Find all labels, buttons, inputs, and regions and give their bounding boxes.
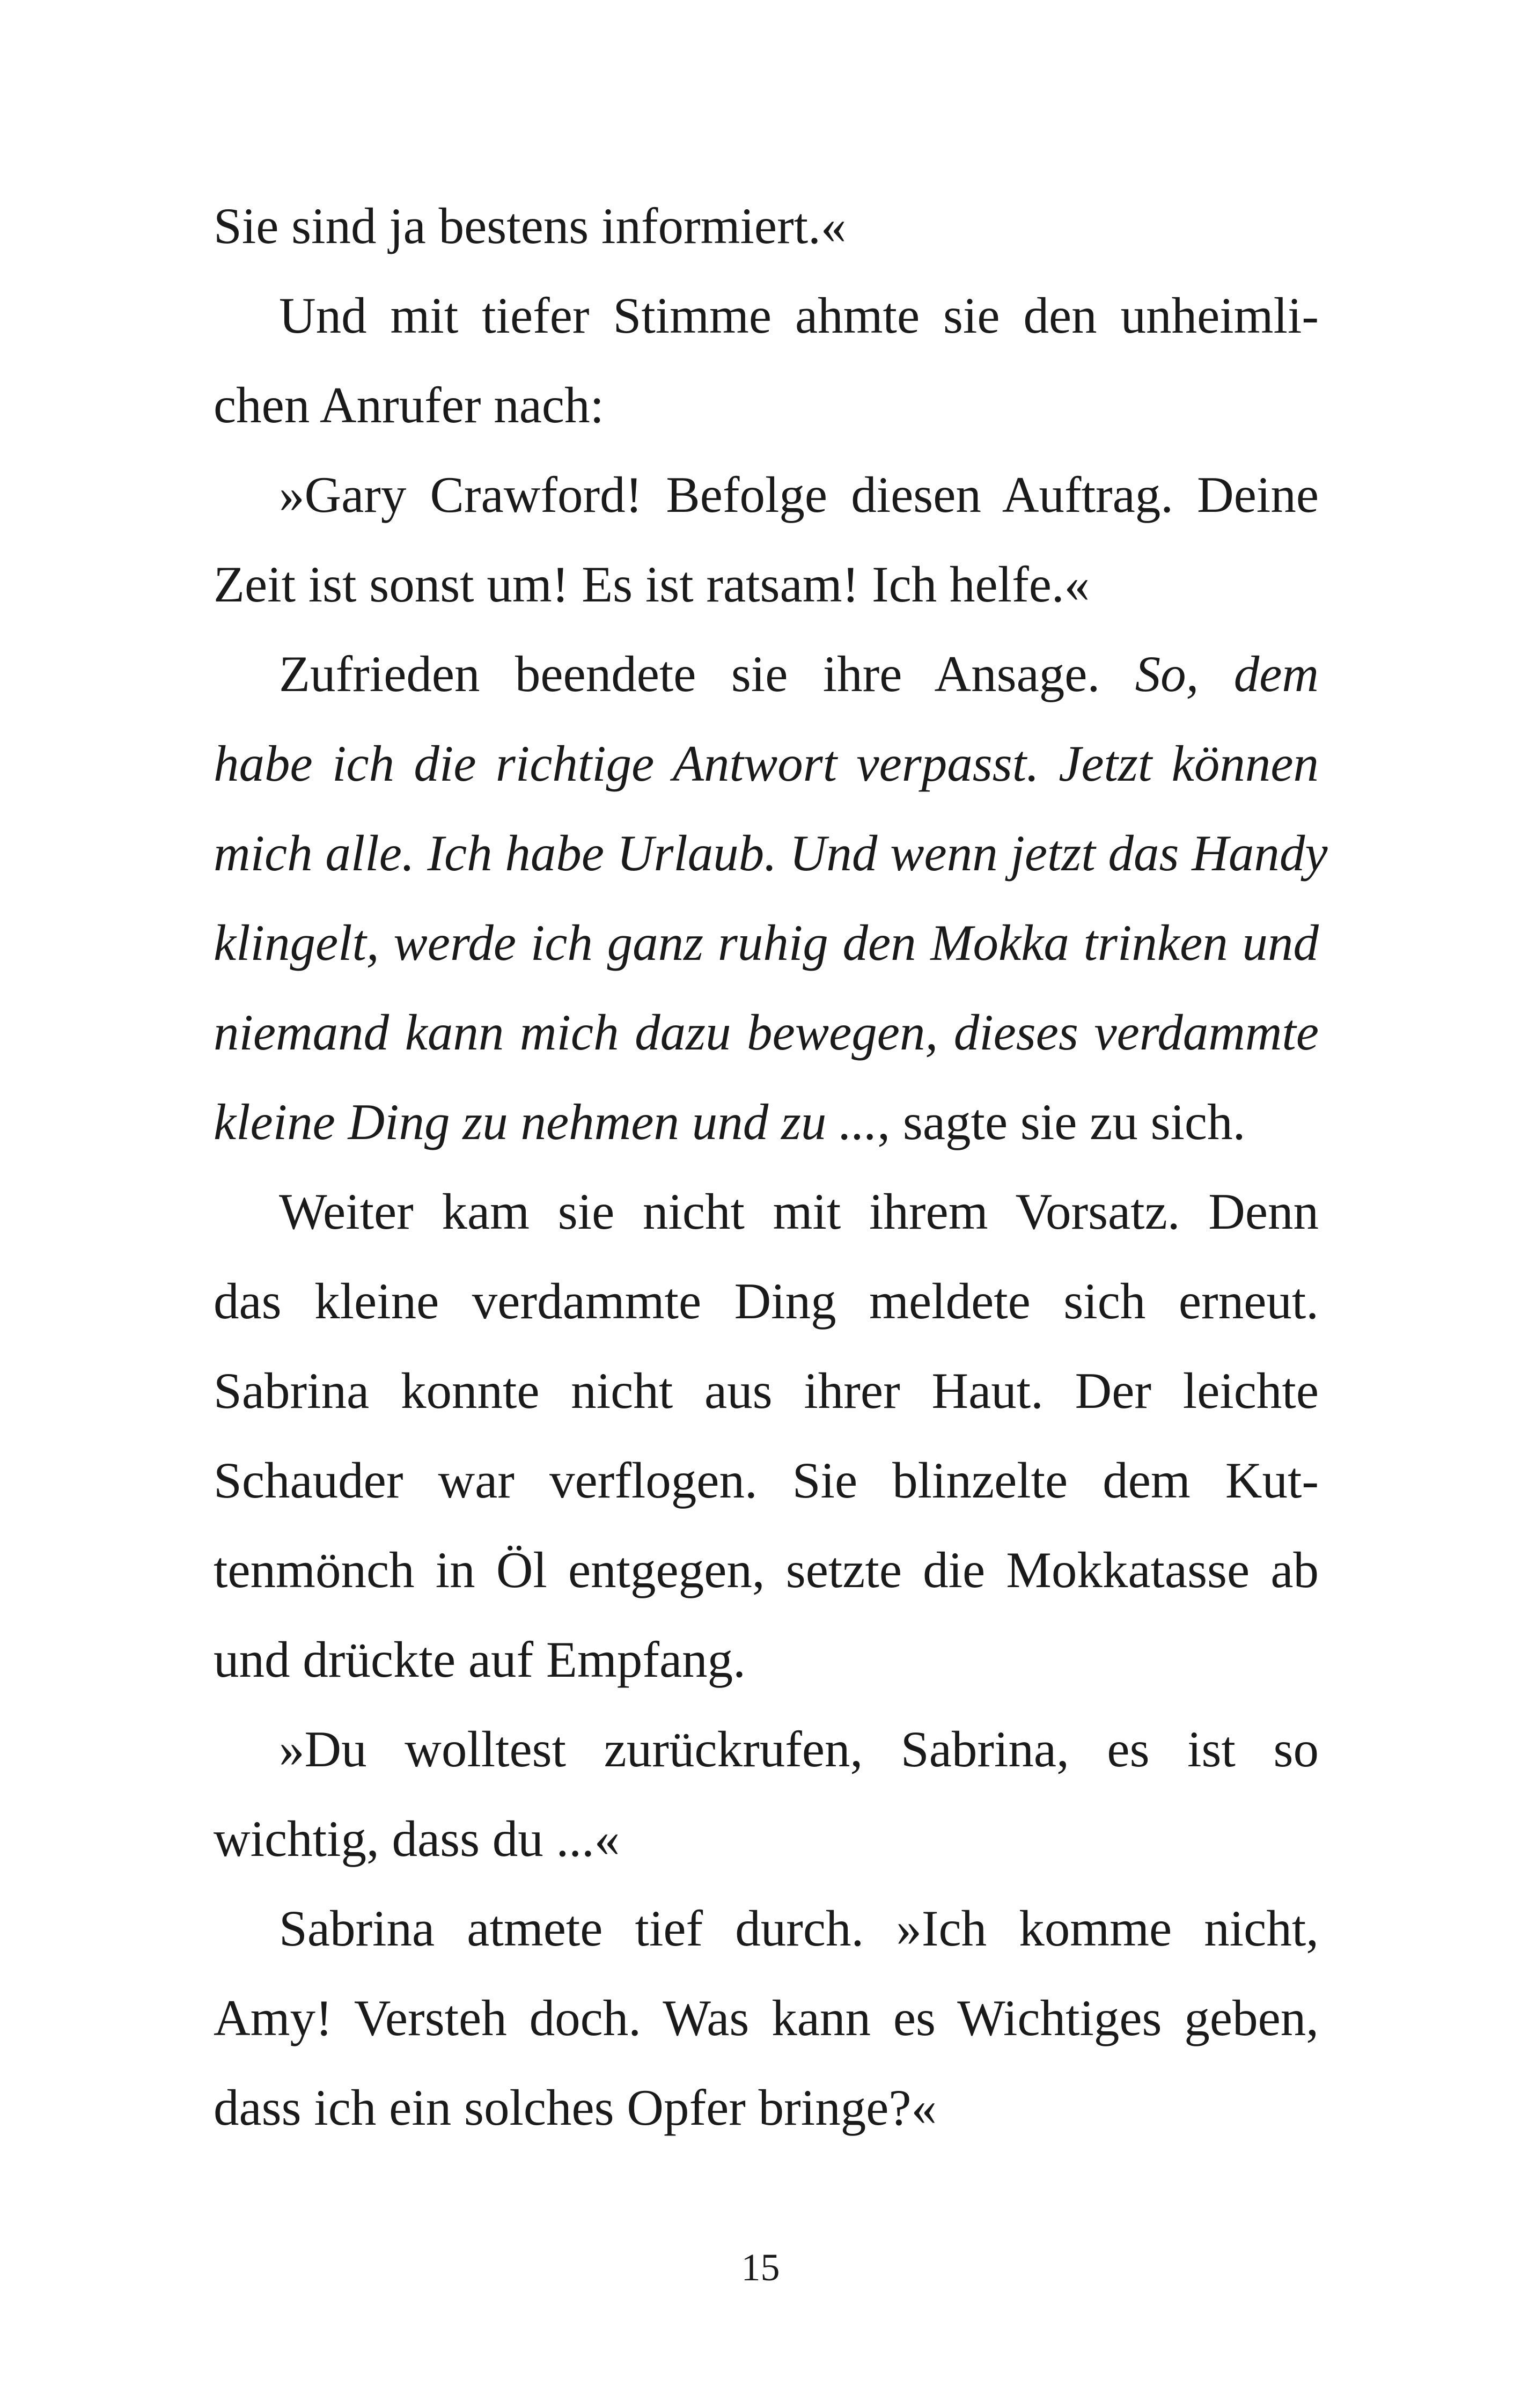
italic-text-line: mich alle. Ich habe Urlaub. Und wenn jetzt das Handy — [214, 825, 1328, 882]
paragraph-1 — [214, 181, 1319, 271]
paragraph-7 — [214, 1884, 1319, 2153]
text-line: Weiter kam sie nicht mit ihrem Vorsatz. Denn — [279, 1183, 1319, 1240]
paragraph-4 — [214, 629, 1328, 1167]
text-line: tenmönch in Öl entgegen, setzte die Mokkatasse ab — [214, 1541, 1319, 1598]
paragraph-6 — [214, 1705, 1319, 1884]
book-page-body — [214, 181, 1328, 2153]
text-line: Sabrina konnte nicht aus ihrer Haut. Der leichte — [214, 1362, 1319, 1419]
text-line: Amy! Versteh doch. Was kann es Wichtiges geben, — [214, 1989, 1319, 2046]
text-line: »Du wolltest zurückrufen, Sabrina, es ist so — [279, 1721, 1319, 1778]
italic-text-span: kleine Ding zu nehmen und zu ... — [214, 1093, 878, 1150]
text-line: wichtig, dass du ...« — [214, 1810, 620, 1867]
text-line: Schauder war verflogen. Sie blinzelte dem Kut- — [214, 1452, 1319, 1509]
text-line: das kleine verdammte Ding meldete sich erneut. — [214, 1273, 1319, 1330]
text-span: Zufrieden beendete sie ihre Ansage. — [279, 645, 1100, 702]
italic-text-span: So, dem — [1135, 645, 1319, 702]
paragraph-3 — [214, 450, 1319, 629]
text-line: und drückte auf Empfang. — [214, 1631, 746, 1688]
italic-text-line: habe ich die richtige Antwort verpasst. Jetzt können — [214, 735, 1319, 792]
text-span: , sagte sie zu sich. — [877, 1093, 1246, 1150]
text-line: Sie sind ja bestens informiert.« — [214, 197, 847, 254]
italic-text-line: klingelt, werde ich ganz ruhig den Mokka trinken und — [214, 914, 1319, 971]
text-line: Und mit tiefer Stimme ahmte sie den unheimli- — [279, 287, 1319, 344]
text-line — [214, 1077, 1319, 1167]
text-line — [214, 629, 1319, 719]
text-line: Sabrina atmete tief durch. »Ich komme nicht, — [279, 1900, 1319, 1957]
text-line: chen Anrufer nach: — [214, 377, 604, 434]
text-line: dass ich ein solches Opfer bringe?« — [214, 2079, 937, 2136]
paragraph-2 — [214, 271, 1319, 450]
paragraph-5 — [214, 1167, 1319, 1705]
text-line: »Gary Crawford! Befolge diesen Auftrag. Deine — [279, 466, 1319, 523]
text-line: Zeit ist sonst um! Es ist ratsam! Ich helfe.« — [214, 556, 1090, 613]
italic-text-line: niemand kann mich dazu bewegen, dieses verdammte — [214, 1004, 1319, 1061]
page-number: 15 — [741, 2246, 780, 2289]
